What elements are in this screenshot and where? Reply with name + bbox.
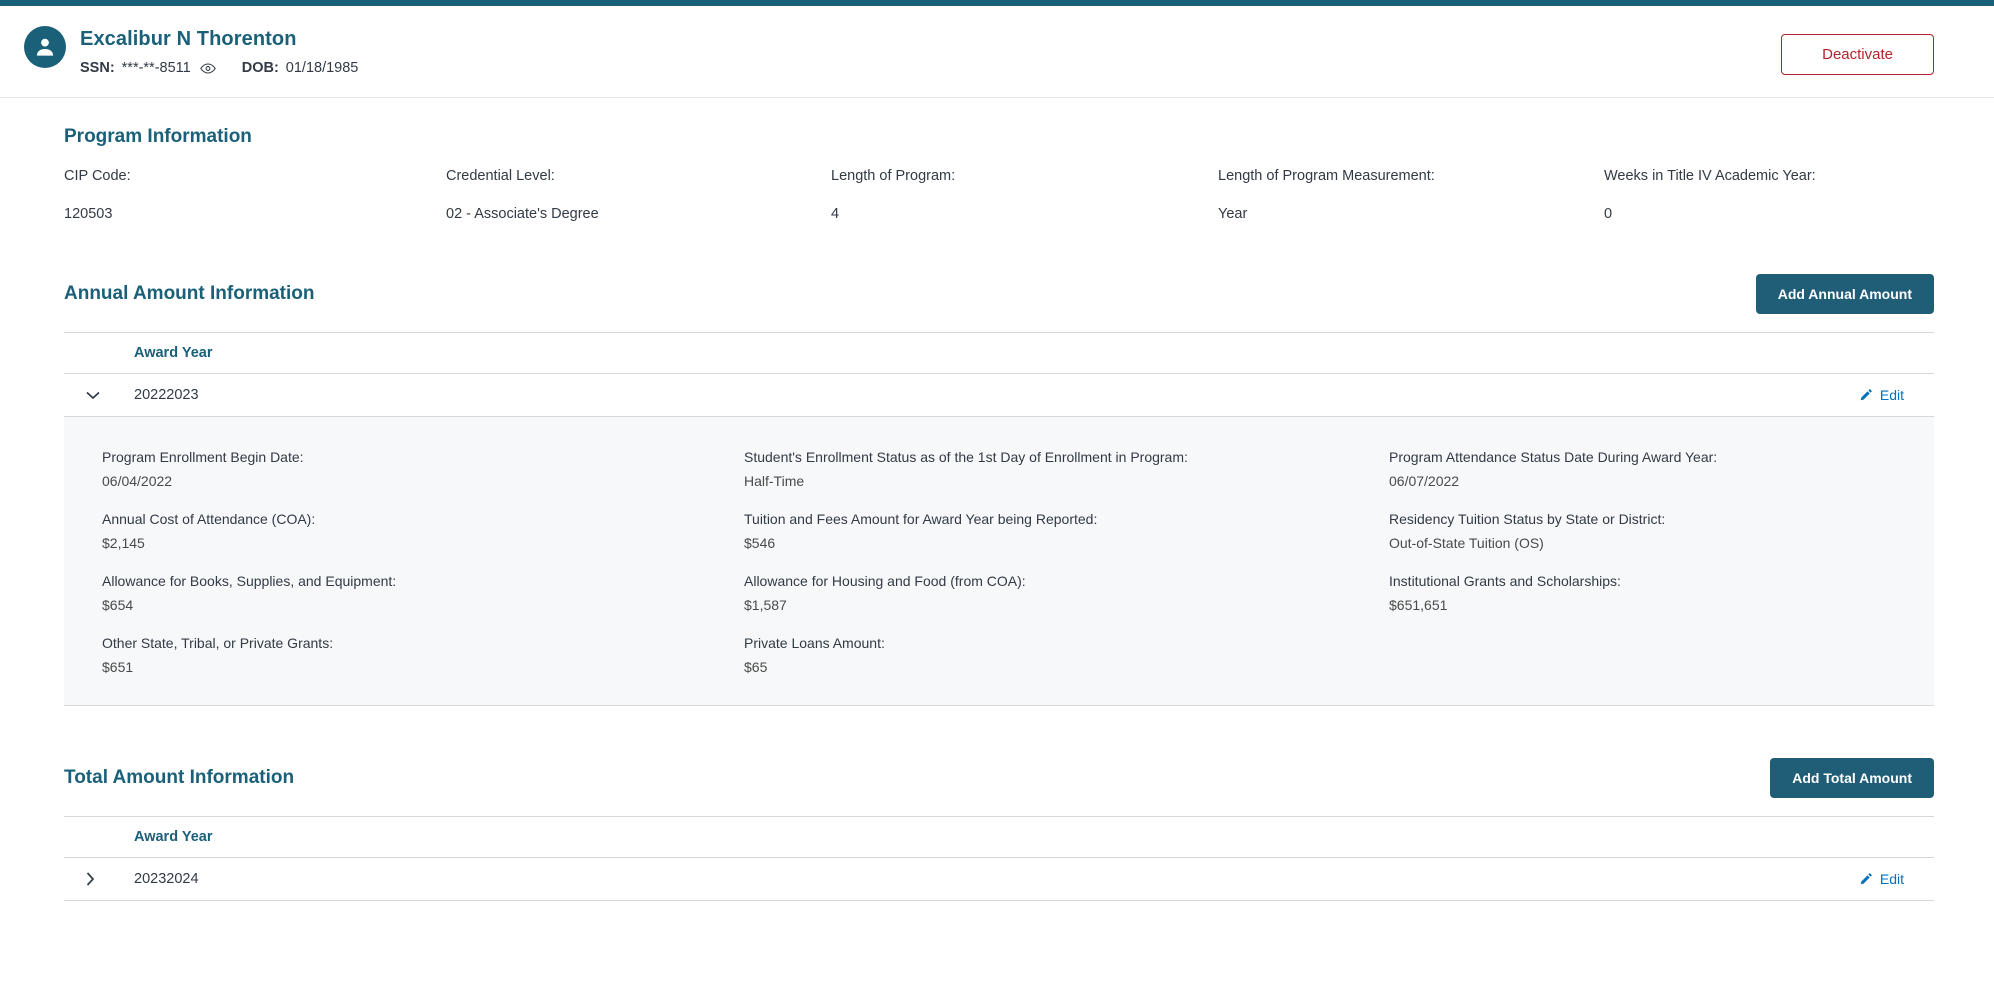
dob-label: DOB: (241, 60, 279, 76)
total-amount-table (64, 816, 1934, 901)
edit-label: Edit (1879, 387, 1904, 403)
program-field-label: Length of Program Measurement: (1218, 168, 1435, 184)
program-field-value: 0 (1604, 206, 1613, 222)
detail-label: Program Enrollment Begin Date: (102, 449, 304, 465)
ssn-label: SSN: (80, 60, 115, 76)
edit-total-amount-link[interactable] (1859, 871, 1926, 887)
chevron-down-icon[interactable] (64, 391, 134, 400)
detail-value: $651,651 (1389, 597, 1448, 613)
detail-label: Program Attendance Status Date During Award Year: (1389, 449, 1718, 465)
detail-label: Annual Cost of Attendance (COA): (102, 511, 316, 527)
user-avatar-icon (24, 26, 66, 68)
program-information-title: Program Information (64, 126, 252, 147)
total-award-year-column-header: Award Year (64, 816, 1934, 858)
total-amount-header (64, 758, 1934, 798)
detail-label: Tuition and Fees Amount for Award Year being Reported: (744, 511, 1098, 527)
annual-amount-header (64, 274, 1934, 314)
edit-label: Edit (1879, 871, 1904, 887)
main-content (0, 126, 1994, 901)
detail-value: $654 (102, 597, 134, 613)
program-field-value: 4 (831, 206, 840, 222)
pencil-icon (1859, 872, 1873, 886)
detail-label: Allowance for Housing and Food (from COA): (744, 573, 1026, 589)
annual-award-year-column-header: Award Year (64, 332, 1934, 374)
detail-value: $651 (102, 659, 134, 675)
program-field-label: Weeks in Title IV Academic Year: (1604, 168, 1816, 184)
student-header (0, 6, 1994, 98)
annual-amount-detail-panel (64, 417, 1934, 706)
dob-value: 01/18/1985 (285, 60, 359, 76)
detail-value: Out-of-State Tuition (OS) (1389, 535, 1544, 551)
ssn-field (80, 60, 216, 76)
detail-label: Other State, Tribal, or Private Grants: (102, 635, 334, 651)
pencil-icon (1859, 388, 1873, 402)
detail-label: Residency Tuition Status by State or District: (1389, 511, 1666, 527)
detail-label: Private Loans Amount: (744, 635, 885, 651)
annual-award-year-value: 20222023 (134, 387, 199, 403)
program-information-grid (64, 168, 1934, 222)
detail-label: Student's Enrollment Status as of the 1st Day of Enrollment in Program: (744, 449, 1188, 465)
program-field-label: Credential Level: (446, 168, 555, 184)
ssn-value: ***-**-8511 (121, 60, 191, 76)
detail-value: $65 (744, 659, 768, 675)
detail-label: Institutional Grants and Scholarships: (1389, 573, 1621, 589)
table-row[interactable] (64, 374, 1934, 417)
detail-label: Allowance for Books, Supplies, and Equipment: (102, 573, 397, 589)
program-field-value: Year (1218, 206, 1248, 222)
program-field-value: 02 - Associate's Degree (446, 206, 599, 222)
annual-amount-table (64, 332, 1934, 706)
add-annual-amount-button[interactable]: Add Annual Amount (1756, 274, 1934, 314)
program-field-value: 120503 (64, 206, 113, 222)
chevron-right-icon[interactable] (64, 872, 134, 886)
edit-annual-amount-link[interactable] (1859, 387, 1926, 403)
detail-value: 06/07/2022 (1389, 473, 1460, 489)
dob-field (242, 60, 359, 76)
eye-icon[interactable] (200, 62, 216, 75)
page-title: Excalibur N Thorenton (80, 28, 297, 50)
detail-value-empty (1389, 651, 1914, 685)
detail-value: Half-Time (744, 473, 805, 489)
student-identity (24, 20, 358, 76)
table-row[interactable] (64, 858, 1934, 901)
detail-value: 06/04/2022 (102, 473, 173, 489)
program-field-label: Length of Program: (831, 168, 956, 184)
detail-value: $1,587 (744, 597, 787, 613)
program-field-label: CIP Code: (64, 168, 131, 184)
detail-value: $2,145 (102, 535, 145, 551)
detail-label-empty (1389, 623, 1914, 651)
add-total-amount-button[interactable]: Add Total Amount (1770, 758, 1934, 798)
total-award-year-value: 20232024 (134, 871, 199, 887)
total-amount-title: Total Amount Information (64, 767, 295, 788)
detail-value: $546 (744, 535, 776, 551)
deactivate-button[interactable]: Deactivate (1781, 34, 1934, 75)
student-meta (80, 60, 358, 76)
annual-amount-title: Annual Amount Information (64, 283, 315, 304)
